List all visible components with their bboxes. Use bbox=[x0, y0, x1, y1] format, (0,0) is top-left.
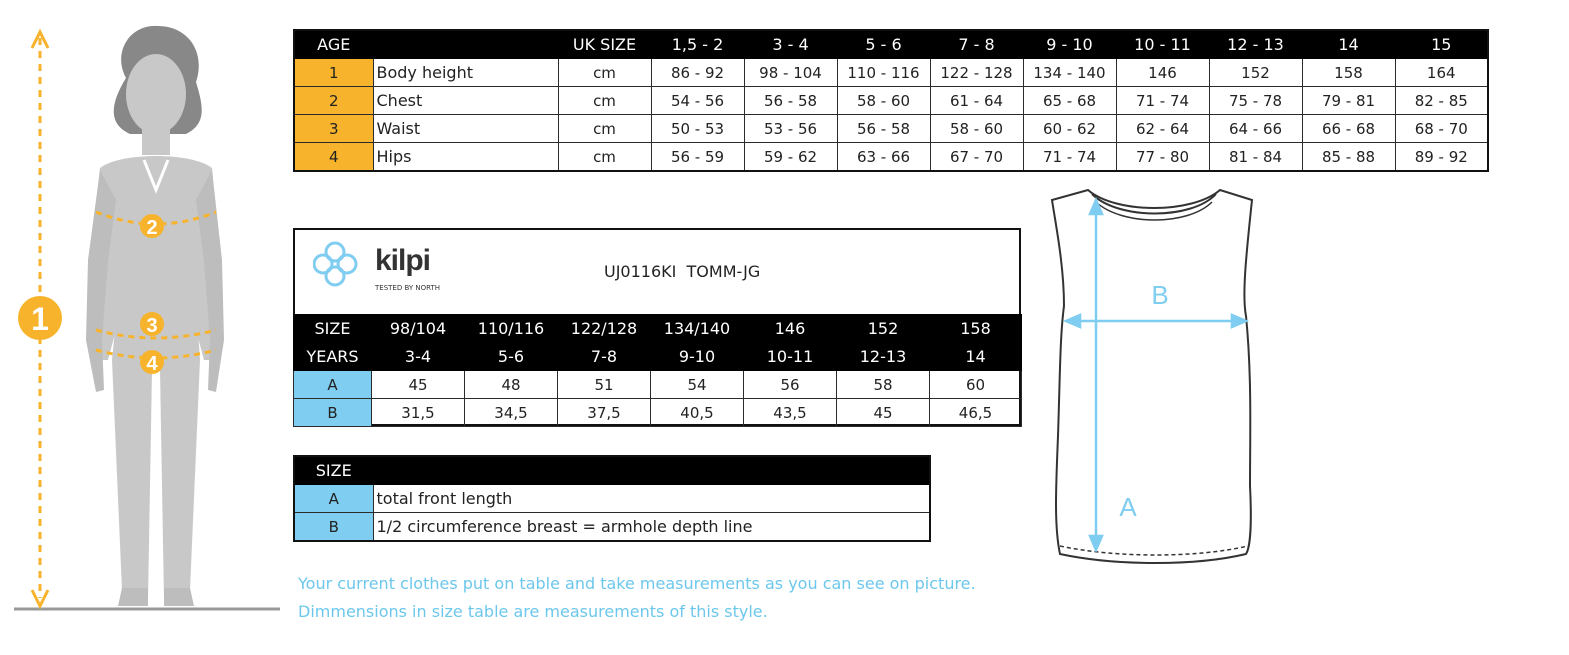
size-label: SIZE bbox=[294, 315, 372, 343]
value-cell: 98 - 104 bbox=[744, 59, 837, 87]
years-cell: 14 bbox=[930, 343, 1022, 371]
unit-cell: cm bbox=[558, 115, 651, 143]
note-line-2: Dimmensions in size table are measurements of this style. bbox=[298, 602, 768, 621]
unit-cell: cm bbox=[558, 143, 651, 172]
value-cell: 85 - 88 bbox=[1302, 143, 1395, 172]
size-cell: 134/140 bbox=[651, 315, 744, 343]
label-a: A bbox=[1119, 492, 1137, 522]
legend-key: A bbox=[294, 485, 373, 513]
value-cell: 110 - 116 bbox=[837, 59, 930, 87]
value-cell: 61 - 64 bbox=[930, 87, 1023, 115]
value-cell: 81 - 84 bbox=[1209, 143, 1302, 172]
value-cell: 68 - 70 bbox=[1395, 115, 1488, 143]
value-cell: 71 - 74 bbox=[1116, 87, 1209, 115]
years-cell: 7-8 bbox=[558, 343, 651, 371]
value-cell: 75 - 78 bbox=[1209, 87, 1302, 115]
legend-text: total front length bbox=[373, 485, 930, 513]
body-table-header bbox=[294, 30, 1488, 59]
value-cell: 60 bbox=[930, 371, 1022, 399]
value-cell: 31,5 bbox=[372, 399, 465, 427]
legend-row bbox=[294, 485, 930, 513]
value-cell: 67 - 70 bbox=[930, 143, 1023, 172]
value-cell: 79 - 81 bbox=[1302, 87, 1395, 115]
size-header: 12 - 13 bbox=[1209, 30, 1302, 59]
measurement-label: Hips bbox=[373, 143, 558, 172]
legend-key: B bbox=[294, 513, 373, 542]
body-table-row bbox=[294, 143, 1488, 172]
years-row bbox=[294, 343, 1022, 371]
measurement-label: Body height bbox=[373, 59, 558, 87]
value-cell: 34,5 bbox=[465, 399, 558, 427]
value-cell: 63 - 66 bbox=[837, 143, 930, 172]
legend-table bbox=[293, 455, 931, 542]
value-cell: 59 - 62 bbox=[744, 143, 837, 172]
value-cell: 53 - 56 bbox=[744, 115, 837, 143]
svg-text:2: 2 bbox=[146, 217, 158, 239]
brand-logo bbox=[313, 238, 453, 302]
size-cell: 146 bbox=[744, 315, 837, 343]
value-cell: 89 - 92 bbox=[1395, 143, 1488, 172]
size-cell: 152 bbox=[837, 315, 930, 343]
value-cell: 40,5 bbox=[651, 399, 744, 427]
size-header: 15 bbox=[1395, 30, 1488, 59]
value-cell: 64 - 66 bbox=[1209, 115, 1302, 143]
row-index: 3 bbox=[294, 115, 373, 143]
svg-text:1: 1 bbox=[31, 301, 49, 337]
value-cell: 77 - 80 bbox=[1116, 143, 1209, 172]
value-cell: 122 - 128 bbox=[930, 59, 1023, 87]
measurement-label: Waist bbox=[373, 115, 558, 143]
value-cell: 62 - 64 bbox=[1116, 115, 1209, 143]
value-cell: 65 - 68 bbox=[1023, 87, 1116, 115]
size-cell: 110/116 bbox=[465, 315, 558, 343]
brand-tagline: TESTED BY NORTH bbox=[375, 284, 441, 292]
body-table-row bbox=[294, 59, 1488, 87]
value-cell: 45 bbox=[372, 371, 465, 399]
legend-row bbox=[294, 513, 930, 542]
row-key: B bbox=[294, 399, 372, 427]
value-cell: 45 bbox=[837, 399, 930, 427]
size-cell: 98/104 bbox=[372, 315, 465, 343]
unit-cell: cm bbox=[558, 59, 651, 87]
row-index: 4 bbox=[294, 143, 373, 172]
years-cell: 9-10 bbox=[651, 343, 744, 371]
value-cell: 54 - 56 bbox=[651, 87, 744, 115]
value-cell: 54 bbox=[651, 371, 744, 399]
brand-name: kilpi bbox=[375, 244, 431, 277]
value-cell: 50 - 53 bbox=[651, 115, 744, 143]
svg-text:4: 4 bbox=[146, 353, 158, 375]
years-label: YEARS bbox=[294, 343, 372, 371]
legend-text: 1/2 circumference breast = armhole depth line bbox=[373, 513, 930, 542]
head-shape bbox=[126, 54, 186, 134]
garment-diagram bbox=[1046, 186, 1268, 570]
unit-cell: cm bbox=[558, 87, 651, 115]
neck-shape bbox=[142, 125, 170, 155]
product-table-row bbox=[294, 371, 1022, 399]
age-header: AGE bbox=[294, 30, 373, 59]
size-row bbox=[294, 315, 1022, 343]
kilpi-knot-icon bbox=[313, 238, 373, 290]
size-header: 5 - 6 bbox=[837, 30, 930, 59]
size-header: 1,5 - 2 bbox=[651, 30, 744, 59]
right-foot-shape bbox=[164, 588, 194, 606]
note-line-1: Your current clothes put on table and take measurements as you can see on picture. bbox=[298, 574, 976, 593]
left-foot-shape bbox=[118, 588, 148, 606]
svg-text:3: 3 bbox=[146, 315, 158, 337]
uk-size-header: UK SIZE bbox=[558, 30, 651, 59]
value-cell: 60 - 62 bbox=[1023, 115, 1116, 143]
size-header: 14 bbox=[1302, 30, 1395, 59]
value-cell: 58 - 60 bbox=[837, 87, 930, 115]
value-cell: 56 - 59 bbox=[651, 143, 744, 172]
tank-top-outline bbox=[1052, 190, 1252, 563]
size-header: 9 - 10 bbox=[1023, 30, 1116, 59]
value-cell: 56 bbox=[744, 371, 837, 399]
size-cell: 158 bbox=[930, 315, 1022, 343]
value-cell: 58 bbox=[837, 371, 930, 399]
value-cell: 48 bbox=[465, 371, 558, 399]
value-cell: 152 bbox=[1209, 59, 1302, 87]
value-cell: 158 bbox=[1302, 59, 1395, 87]
value-cell: 56 - 58 bbox=[837, 115, 930, 143]
value-cell: 134 - 140 bbox=[1023, 59, 1116, 87]
size-header: 3 - 4 bbox=[744, 30, 837, 59]
value-cell: 43,5 bbox=[744, 399, 837, 427]
body-table-row bbox=[294, 115, 1488, 143]
legend-size-label: SIZE bbox=[294, 456, 373, 485]
years-cell: 3-4 bbox=[372, 343, 465, 371]
size-header: 10 - 11 bbox=[1116, 30, 1209, 59]
product-code: UJ0116KI TOMM-JG bbox=[604, 262, 761, 281]
row-index: 2 bbox=[294, 87, 373, 115]
product-table-row bbox=[294, 399, 1022, 427]
body-table-row bbox=[294, 87, 1488, 115]
product-table-box bbox=[293, 228, 1021, 426]
size-cell: 122/128 bbox=[558, 315, 651, 343]
value-cell: 164 bbox=[1395, 59, 1488, 87]
marker-1 bbox=[18, 296, 62, 340]
value-cell: 66 - 68 bbox=[1302, 115, 1395, 143]
years-cell: 12-13 bbox=[837, 343, 930, 371]
value-cell: 58 - 60 bbox=[930, 115, 1023, 143]
body-size-table bbox=[293, 29, 1489, 172]
legend-header bbox=[294, 456, 930, 485]
row-index: 1 bbox=[294, 59, 373, 87]
years-cell: 5-6 bbox=[465, 343, 558, 371]
value-cell: 82 - 85 bbox=[1395, 87, 1488, 115]
value-cell: 71 - 74 bbox=[1023, 143, 1116, 172]
measurement-label: Chest bbox=[373, 87, 558, 115]
body-figure bbox=[0, 0, 290, 620]
size-header: 7 - 8 bbox=[930, 30, 1023, 59]
value-cell: 56 - 58 bbox=[744, 87, 837, 115]
label-b: B bbox=[1151, 280, 1169, 310]
value-cell: 51 bbox=[558, 371, 651, 399]
value-cell: 46,5 bbox=[930, 399, 1022, 427]
value-cell: 146 bbox=[1116, 59, 1209, 87]
row-key: A bbox=[294, 371, 372, 399]
value-cell: 86 - 92 bbox=[651, 59, 744, 87]
years-cell: 10-11 bbox=[744, 343, 837, 371]
value-cell: 37,5 bbox=[558, 399, 651, 427]
product-size-table bbox=[293, 314, 1022, 427]
